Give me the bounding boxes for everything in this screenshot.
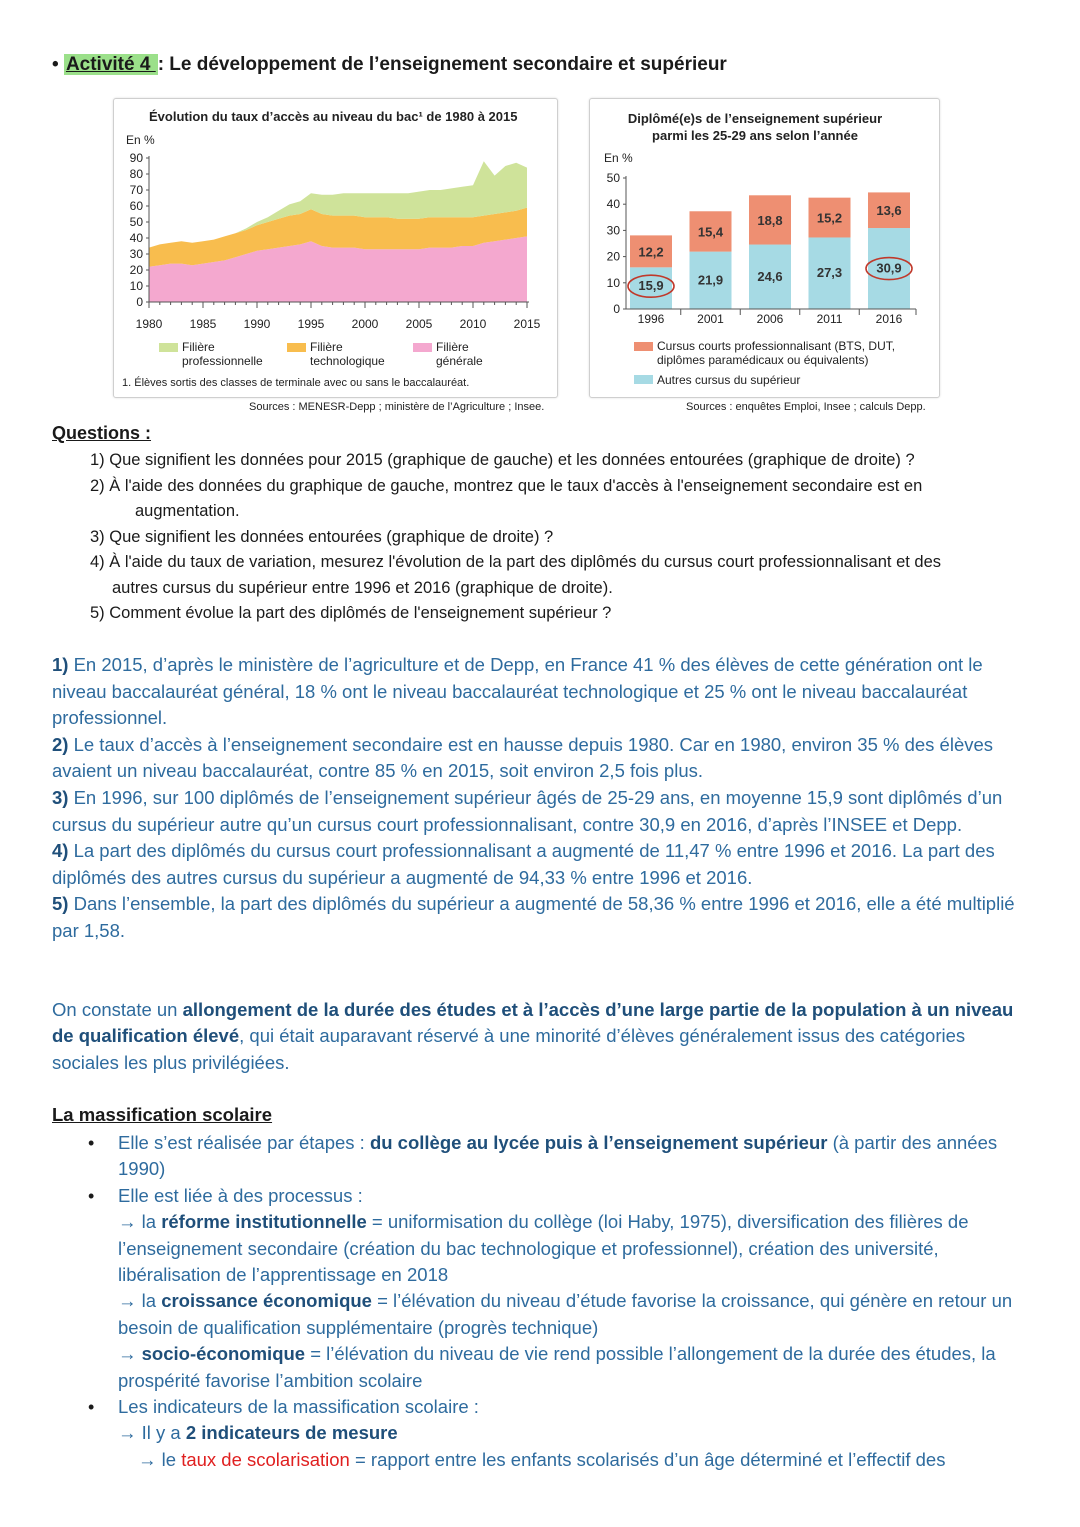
bar-label-autres: 30,9 [876, 260, 902, 276]
right-y-tick-label: 40 [606, 197, 620, 212]
left-y-tick-label: 10 [129, 279, 143, 293]
activity-label: Activité 4 [65, 54, 156, 75]
left-y-tick-label: 30 [129, 247, 143, 261]
activity-title [52, 54, 727, 76]
left-x-tick-label: 1985 [189, 317, 217, 331]
question-1: 1) Que signifient les données pour 2015 (graphique de gauche) et les données entourées (graphique de droite) ? [90, 451, 915, 469]
answers [52, 652, 1037, 945]
left-y-tick-label: 40 [129, 231, 143, 245]
indicateurs-mesure: → Il y a 2 indicateurs de mesure [118, 1422, 398, 1444]
right-y-tick-label: 20 [606, 249, 620, 264]
left-x-tick-label: 1980 [135, 317, 163, 331]
question-2-cont: augmentation. [135, 502, 240, 520]
left-y-tick-label: 0 [136, 295, 143, 309]
right-x-tick-label: 1996 [637, 312, 665, 326]
legend-tech-2: technologique [310, 354, 385, 368]
legend-autres-1: Autres cursus du supérieur [657, 373, 801, 387]
legend-prof-1: Filière [182, 340, 215, 354]
left-chart-source: Sources : MENESR-Depp ; ministère de l’Agriculture ; Insee. [249, 401, 545, 413]
right-x-tick-label: 2011 [816, 312, 843, 326]
left-chart [114, 99, 557, 397]
title-bullet: • [52, 54, 59, 75]
left-y-tick-label: 20 [129, 263, 143, 277]
legend-swatch-autres-cursus [634, 375, 653, 384]
left-x-tick-label: 2015 [513, 317, 541, 331]
massification-heading: La massification scolaire [52, 1104, 273, 1125]
answer-3: 3) En 1996, sur 100 diplômés de l’enseignement supérieur âgés de 25-29 ans, en moyenne 15,9 sont diplômés d’un cursus du supérieur autre qu’un cursus court professionnalisant, contre 30,9 en 2016, d’après l’INSEE et Depp. [52, 786, 1003, 835]
legend-swatch-professionnelle [159, 343, 178, 352]
legend-prof-2: professionnelle [182, 354, 263, 368]
process-socio: → socio-économique = l’élévation du niveau de vie rend possible l’allongement de la durée des études, la prospérité favorise l’ambition scolaire [118, 1343, 996, 1391]
right-x-tick-label: 2006 [756, 312, 784, 326]
legend-swatch-generale [413, 343, 432, 352]
taux-scolarisation: → le taux de scolarisation = rapport entre les enfants scolarisés d’un âge déterminé et l’effectif des [138, 1448, 946, 1470]
answer-1: 1) En 2015, d’après le ministère de l’agriculture et de Depp, en France 41 % des élèves de cette génération ont le niveau baccalauréat général, 18 % ont le niveau baccalauréat technologique et 25 % ont le niveau baccalauréat professionnel. [52, 654, 983, 729]
left-chart-unit: En % [126, 133, 155, 147]
right-y-tick-label: 30 [606, 223, 620, 238]
question-4-cont: autres cursus du supérieur entre 1996 et 2016 (graphique de droite). [112, 578, 613, 597]
massification-list [88, 1130, 1038, 1473]
massification-item-3: • Les indicateurs de la massification scolaire : → Il y a 2 indicateurs de mesure → le taux de scolarisation = rapport entre les enfants scolarisés d’un âge déterminé et l’effectif des [88, 1394, 1038, 1473]
right-y-tick-label: 10 [606, 275, 620, 290]
bar-label-courts: 15,2 [816, 210, 843, 226]
question-3: 3) Que signifient les données entourées (graphique de droite) ? [90, 527, 554, 546]
right-y-tick-label: 0 [613, 302, 620, 316]
legend-courts-2: diplômes paramédicaux ou équivalents) [657, 353, 869, 367]
left-y-tick-label: 50 [129, 215, 143, 229]
left-x-tick-label: 1995 [297, 317, 325, 331]
legend-tech-1: Filière [310, 340, 343, 354]
right-chart-source: Sources : enquêtes Emploi, Insee ; calculs Depp. [686, 401, 926, 413]
bar-label-autres: 15,9 [638, 278, 664, 294]
right-x-tick-label: 2001 [697, 312, 724, 326]
right-chart-unit: En % [604, 151, 633, 165]
bar-label-courts: 15,4 [697, 224, 724, 240]
activity-title-text: : Le développement de l’enseignement secondaire et supérieur [157, 54, 727, 75]
right-x-tick-label: 2016 [875, 312, 903, 326]
answer-4: 4) La part des diplômés du cursus court professionnalisant a augmenté de 11,47 % entre 1996 et 2016. La part des diplômés des autres cursus du supérieur a augmenté de 94,33 % entre 1996 et 2016. [52, 840, 995, 888]
question-5: 5) Comment évolue la part des diplômés de l'enseignement supérieur ? [90, 604, 612, 622]
left-x-tick-label: 1990 [243, 317, 271, 331]
left-y-tick-label: 60 [129, 199, 143, 213]
bar-label-courts: 12,2 [638, 244, 664, 260]
legend-swatch-cursus-courts [634, 342, 653, 351]
left-x-tick-label: 2000 [351, 317, 379, 331]
legend-gen-2: générale [436, 354, 483, 368]
process-croissance: → la croissance économique = l’élévation du niveau d’étude favorise la croissance, qui génère en retour un besoin de qualification supplémentaire (progrès technique) [118, 1290, 1013, 1338]
left-chart-box [113, 98, 558, 398]
legend-swatch-technologique [287, 343, 306, 352]
left-y-tick-label: 90 [129, 151, 143, 165]
legend-gen-1: Filière [436, 340, 469, 354]
questions-list [90, 448, 1020, 627]
question-2: 2) À l'aide des données du graphique de gauche, montrez que le taux d'accès à l'enseignement secondaire est en [90, 476, 923, 495]
questions-heading: Questions : [52, 423, 152, 443]
right-chart [590, 99, 939, 397]
bar-label-autres: 24,6 [757, 268, 783, 284]
left-y-tick-label: 80 [129, 167, 143, 181]
right-chart-title-1: Diplômé(e)s de l’enseignement supérieur [627, 111, 883, 126]
legend-courts-1: Cursus courts professionnalisant (BTS, DUT, [657, 339, 896, 353]
right-chart-title-2: parmi les 25-29 ans selon l’année [652, 128, 858, 143]
bar-label-courts: 13,6 [876, 203, 902, 219]
massification-item-1: • Elle s’est réalisée par étapes : du collège au lycée puis à l’enseignement supérieur (à partir des années 1990) [88, 1130, 1038, 1183]
left-x-tick-label: 2010 [459, 317, 487, 331]
right-y-tick-label: 50 [606, 171, 620, 185]
right-chart-box [589, 98, 940, 398]
left-chart-footnote: 1. Élèves sortis des classes de terminale avec ou sans le baccalauréat. [122, 377, 470, 389]
left-chart-title: Évolution du taux d’accès au niveau du bac¹ de 1980 à 2015 [149, 109, 518, 124]
bar-label-courts: 18,8 [757, 212, 783, 228]
bar-label-autres: 27,3 [816, 265, 843, 281]
process-institutionnel: → la réforme institutionnelle = uniformisation du collège (loi Haby, 1975), diversification des filières de l’enseignement secondaire (création du bac technologique et professionnel), création des université, libéralisation de l’apprentissage en 2018 [118, 1211, 969, 1286]
conclusion-paragraph: On constate un allongement de la durée des études et à l’accès d’une large partie de la population à un niveau de qualification élevé, qui était auparavant réservé à une minorité d’élèves généralement issus des catégories sociales les plus privilégiées. [52, 999, 1014, 1073]
left-x-tick-label: 2005 [405, 317, 433, 331]
massification-item-2: • Elle est liée à des processus : → la réforme institutionnelle = uniformisation du collège (loi Haby, 1975), diversification des filières de l’enseignement secondaire (création du bac technologique et professionnel), création des université, libéralisation de l’apprentissage en 2018 → la croissance économique = l’élévation du niveau d’étude favorise la croissance, qui génère en retour un besoin de qualification supplémentaire (progrès technique) → socio-économique = l’élévation du niveau de vie rend possible l’allongement de la durée des études, la prospérité favorise l’ambition scolaire [88, 1183, 1038, 1394]
answer-2: 2) Le taux d’accès à l’enseignement secondaire est en hausse depuis 1980. Car en 1980, environ 35 % des élèves avaient un niveau baccalauréat, contre 85 % en 2015, soit environ 2,5 fois plus. [52, 733, 994, 782]
question-4: 4) À l'aide du taux de variation, mesurez l'évolution de la part des diplômés du cursus court professionnalisant et des [90, 553, 942, 571]
answer-5: 5) Dans l’ensemble, la part des diplômés du supérieur a augmenté de 58,36 % entre 1996 et 2016, elle a été multiplié par 1,58. [52, 893, 1015, 941]
bar-label-autres: 21,9 [697, 272, 724, 288]
left-y-tick-label: 70 [129, 183, 143, 197]
